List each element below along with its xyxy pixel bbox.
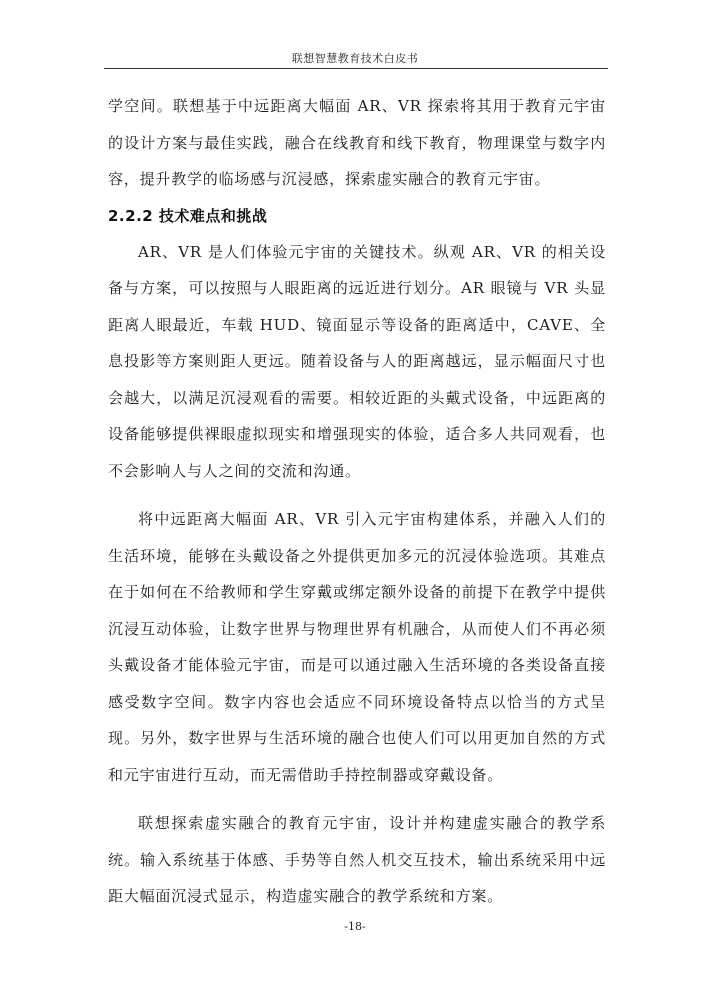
running-header-title: 联想智慧教育技术白皮书 <box>291 52 419 65</box>
paragraph-gap <box>108 793 606 805</box>
body-paragraph: 联想探索虚实融合的教育元宇宙，设计并构建虚实融合的教学系统。输入系统基于体感、手势等自然人机交互技术，输出系统采用中远距大幅面沉浸式显示，构造虚实融合的教学系统和方案。 <box>108 814 606 905</box>
paragraph-gap <box>108 489 606 501</box>
page-body <box>108 88 606 915</box>
section-heading: 2.2.2 技术难点和挑战 <box>108 206 268 225</box>
body-paragraph: 将中远距离大幅面 AR、VR 引入元宇宙构建体系，并融入人们的生活环境，能够在头戴设备之外提供更加多元的沉浸体验选项。其难点在于如何在不给教师和学生穿戴或绑定额外设备的前提下在教学中提供沉浸互动体验，让数字世界与物理世界有机融合，从而使人们不再必须头戴设备才能体验元宇宙，而是可以通过融入生活环境的各类设备直接感受数字空间。数字内容也会适应不同环境设备特点以恰当的方式呈现。另外，数字世界与生活环境的融合也使人们可以用更加自然的方式和元宇宙进行互动，而无需借助手持控制器或穿戴设备。 <box>108 510 606 784</box>
intro-paragraph: 学空间。联想基于中远距离大幅面 AR、VR 探索将其用于教育元宇宙的设计方案与最佳实践，融合在线教育和线下教育，物理课堂与数字内容，提升教学的临场感与沉浸感，探索虚实融合的教育元宇宙。 <box>108 97 606 188</box>
header-divider <box>104 68 608 69</box>
body-paragraph: AR、VR 是人们体验元宇宙的关键技术。纵观 AR、VR 的相关设备与方案，可以按照与人眼距离的远近进行划分。AR 眼镜与 VR 头显距离人眼最近，车载 HUD、镜面显示等设备的距离适中，CAVE、全息投影等方案则距人更远。随着设备与人的距离越远，显示幅面尺寸也会越大，以满足沉浸观看的需要。相较近距的头戴式设备，中远距离的设备能够提供裸眼虚拟现实和增强现实的体验，适合多人共同观看，也不会影响人与人之间的交流和沟通。 <box>108 242 606 480</box>
page-number: -18- <box>344 920 366 933</box>
